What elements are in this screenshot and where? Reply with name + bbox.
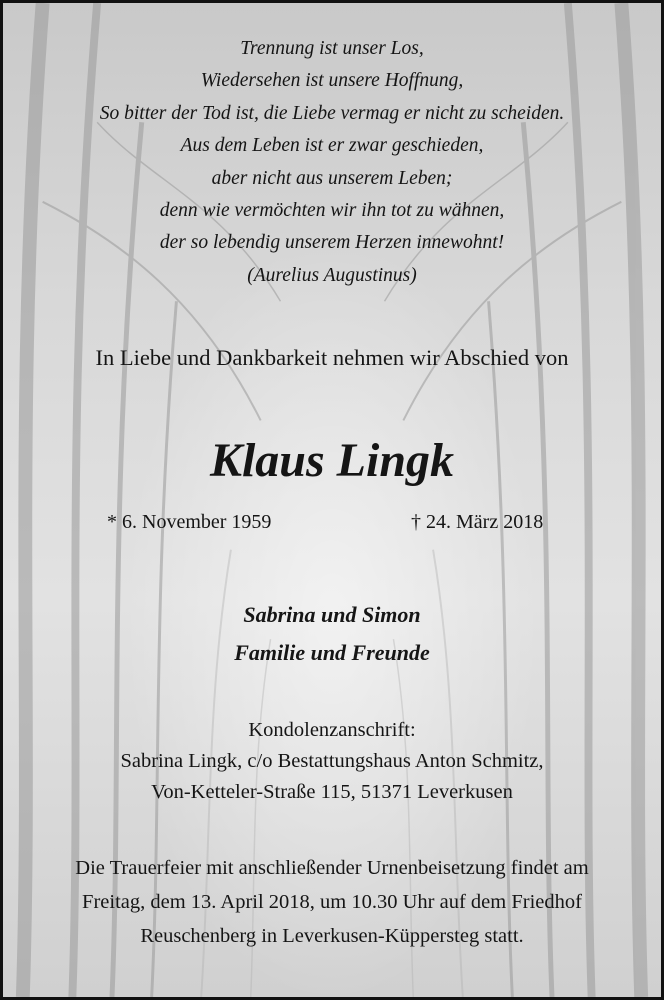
memorial-poem [3, 33, 661, 292]
service-line: Freitag, dem 13. April 2018, um 10.30 Uhr auf dem Friedhof [82, 891, 582, 913]
mourner-line: Familie und Freunde [234, 640, 430, 665]
condolence-line: Sabrina Lingk, c/o Bestattungshaus Anton Schmitz, [120, 750, 544, 772]
poem-line: Aus dem Leben ist er zwar geschieden, [180, 135, 484, 157]
condolence-heading: Kondolenzanschrift: [248, 719, 416, 741]
mourners [3, 596, 661, 672]
farewell-intro: In Liebe und Dankbarkeit nehmen wir Abschied von [95, 345, 569, 370]
funeral-service-info [3, 851, 661, 953]
poem-line: denn wie vermöchten wir ihn tot zu wähnen, [159, 200, 505, 222]
poem-line: Wiedersehen ist unsere Hoffnung, [200, 70, 464, 92]
death-date: † 24. März 2018 [411, 511, 544, 533]
poem-line: der so lebendig unserem Herzen innewohnt! [159, 232, 505, 254]
poem-line: Trennung ist unser Los, [240, 38, 424, 59]
poem-line: So bitter der Tod ist, die Liebe vermag er nicht zu scheiden. [99, 102, 565, 124]
birth-date: * 6. November 1959 [107, 511, 272, 533]
condolence-address [3, 715, 661, 808]
deceased-name: Klaus Lingk [209, 434, 455, 487]
service-line: Die Trauerfeier mit anschließender Urnenbeisetzung findet am [75, 857, 589, 879]
service-line: Reuschenberg in Leverkusen-Küppersteg statt. [140, 925, 524, 947]
poem-attribution: (Aurelius Augustinus) [247, 264, 417, 286]
poem-line: aber nicht aus unserem Leben; [211, 167, 453, 189]
mourner-line: Sabrina und Simon [243, 602, 421, 627]
condolence-line: Von-Ketteler-Straße 115, 51371 Leverkusen [151, 781, 513, 803]
